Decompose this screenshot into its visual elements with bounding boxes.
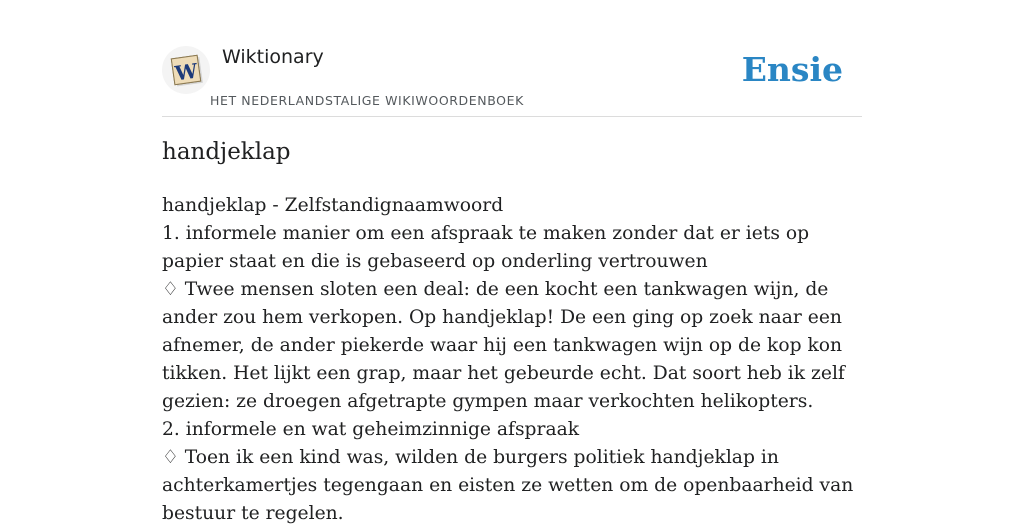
site-name[interactable]: Wiktionary: [222, 46, 324, 68]
logo-letter: W: [173, 58, 200, 86]
site-tagline: HET NEDERLANDSTALIGE WIKIWOORDENBOEK: [210, 93, 524, 108]
site-header: [162, 0, 862, 117]
page-title: handjeklap: [162, 139, 291, 165]
wiktionary-logo-icon: [166, 50, 206, 90]
page: [162, 0, 862, 524]
wiktionary-logo[interactable]: [162, 46, 210, 94]
example-1: ♢ Twee mensen sloten een deal: de een kocht een tankwagen wijn, de ander zou hem verkopen. Op handjeklap! De een ging op zoek naar een afnemer, de ander piekerde waar hij een tankwagen wijn op de kop kon tikken. Het lijkt een grap, maar het gebeurde echt. Dat soort heb ik zelf gezien: ze droegen afgetrapte gympen maar verkochten helikopters.: [162, 279, 845, 412]
ensie-brand-logo[interactable]: Ensie: [741, 50, 843, 89]
article-content: [162, 192, 862, 528]
definition-2: 2. informele en wat geheimzinnige afspraak: [162, 419, 580, 440]
example-2: ♢ Toen ik een kind was, wilden de burgers politiek handjeklap in achterkamertjes tegengaan en eisten ze wetten om de openbaarheid van bestuur te regelen.: [162, 447, 854, 524]
entry-line: handjeklap - Zelfstandignaamwoord: [162, 195, 504, 216]
definition-1: 1. informele manier om een afspraak te maken zonder dat er iets op papier staat en die is gebaseerd op onderling vertrouwen: [162, 223, 810, 272]
